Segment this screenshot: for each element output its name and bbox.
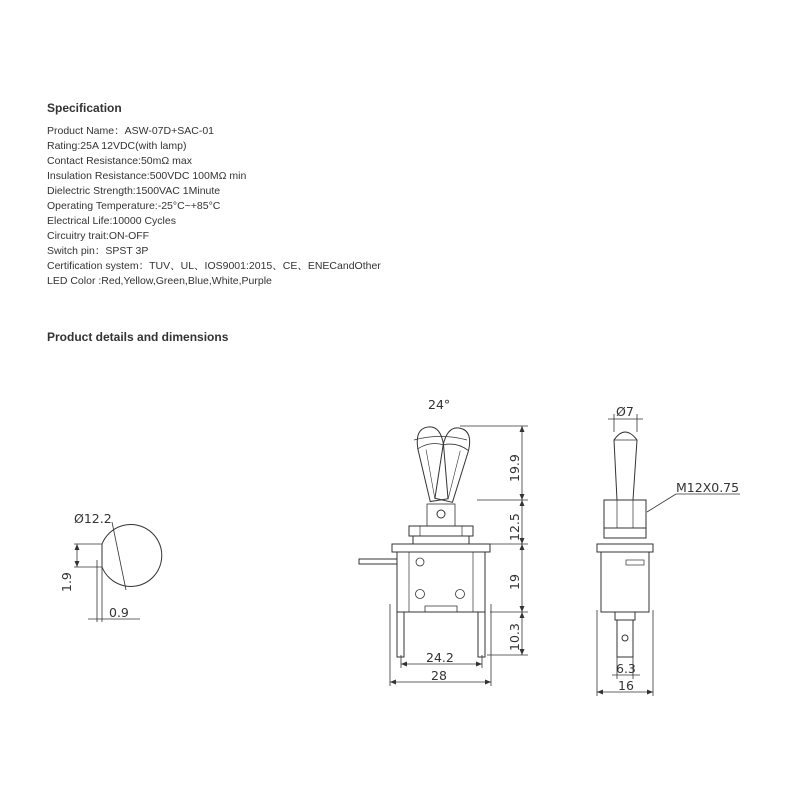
terminal-screw-left <box>416 590 425 599</box>
nut-side <box>604 528 646 538</box>
spec-line: Rating:25A 12VDC(with lamp) <box>47 140 187 152</box>
body-base-notch <box>425 606 457 612</box>
terminal-length-label: 10.3 <box>507 623 522 651</box>
spec-line: Contact Resistance:50mΩ max <box>47 155 192 167</box>
body-height-label: 19 <box>507 574 522 590</box>
bushing-height-label: 12.5 <box>507 513 522 541</box>
side-view-drawing <box>597 414 740 696</box>
overall-width-label: 28 <box>431 668 447 683</box>
lever-diameter-label: Ø7 <box>616 404 634 419</box>
ground-symbol-icon <box>416 558 424 566</box>
body-flange <box>392 544 490 552</box>
cutout-diameter-label: Ø12.2 <box>74 511 112 526</box>
spec-line: Certification system：TUV、UL、IOS9001:2015、CE、ENECandOther <box>47 260 381 272</box>
spec-line: Product Name：ASW-07D+SAC-01 <box>47 125 214 137</box>
terminal-hole <box>622 635 628 641</box>
dimensions-heading: Product details and dimensions <box>47 330 229 344</box>
thread-label: M12X0.75 <box>676 480 740 495</box>
spec-line: Electrical Life:10000 Cycles <box>47 215 176 227</box>
terminal-right <box>478 612 485 657</box>
specification-heading: Specification <box>47 101 122 115</box>
terminal-base-side <box>615 612 635 620</box>
angle-label: 24° <box>428 397 451 412</box>
spec-line: Switch pin：SPST 3P <box>47 245 149 257</box>
thread-leader <box>647 494 676 512</box>
lever-height-label: 19.9 <box>507 454 522 482</box>
spec-line: Operating Temperature:-25°C~+85°C <box>47 200 221 212</box>
flat-height-label: 1.9 <box>59 572 74 592</box>
body-width-label: 16 <box>618 678 634 693</box>
cutout-outline <box>102 524 162 586</box>
washer <box>413 536 469 544</box>
lever-side <box>614 432 637 500</box>
led-window <box>626 560 644 565</box>
pivot-circle <box>437 510 445 518</box>
front-view-drawing <box>359 425 528 686</box>
bushing-upper <box>427 504 455 526</box>
cutout-diameter-leader <box>112 522 126 590</box>
flat-depth-label: 0.9 <box>109 605 129 620</box>
spec-line: Circuitry trait:ON-OFF <box>47 230 150 242</box>
flange-side <box>597 544 653 552</box>
terminal-span-label: 24.2 <box>426 650 454 665</box>
spec-line: LED Color :Red,Yellow,Green,Blue,White,Purple <box>47 275 272 287</box>
terminal-screw-right <box>456 590 465 599</box>
terminal-width-label: 6.3 <box>616 661 636 676</box>
terminal-side <box>617 620 633 657</box>
spec-line: Dielectric Strength:1500VAC 1Minute <box>47 185 221 197</box>
body-side <box>601 552 649 612</box>
side-terminal <box>359 559 397 564</box>
nut <box>409 526 473 536</box>
bushing-side <box>604 500 646 528</box>
angle-arc <box>414 436 467 440</box>
terminal-left <box>397 612 404 657</box>
spec-line: Insulation Resistance:500VDC 100MΩ min <box>47 170 247 182</box>
switch-body <box>397 552 485 612</box>
